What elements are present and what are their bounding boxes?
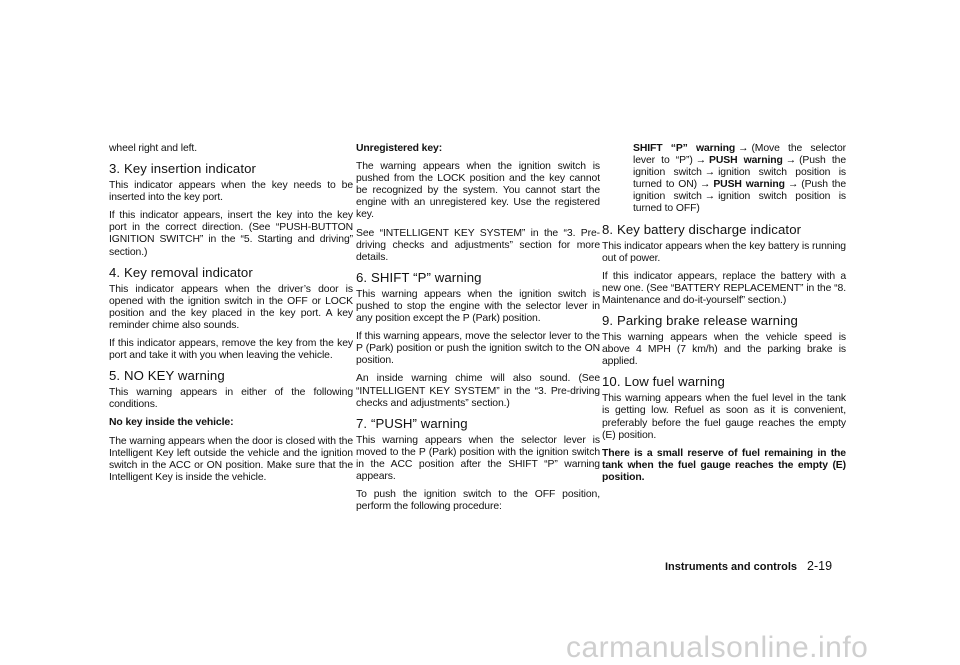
paragraph: This warning appears when the fuel level in the tank is getting low. Refuel as soon as it is convenient, preferably before the fuel gauge reaches the empty (E) position. — [602, 393, 846, 441]
page-number: 2-19 — [807, 559, 833, 573]
paragraph: An inside warning chime will also sound. (See “INTELLIGENT KEY SYSTEM” in the “3. Pre-driving checks and adjustments” section.) — [356, 373, 600, 409]
heading-shift-p-warning: 6. SHIFT “P” warning — [356, 269, 482, 285]
arrow-icon: → — [700, 179, 711, 191]
paragraph: This warning appears when the ignition switch is pushed to stop the engine with the selector lever in any position except the P (Park) position. — [356, 288, 600, 325]
step-text: (Push the ignition switch — [633, 155, 847, 179]
intro-text: wheel right and left. — [109, 143, 198, 154]
fuel-reserve-note: There is a small reserve of fuel remaining in the tank when the fuel gauge reaches the empty (E) position. — [602, 447, 846, 483]
heading-key-insertion-indicator: 3. Key insertion indicator — [109, 161, 257, 177]
subheading-no-key-inside: No key inside the vehicle: — [109, 417, 234, 429]
paragraph: If this indicator appears, replace the battery with a new one. (See “BATTERY REPLACEMENT” in the “8. Maintenance and do-it-yourself” section.) — [602, 270, 846, 306]
paragraph: To push the ignition switch to the OFF position, perform the following procedure: — [356, 489, 600, 513]
heading-key-removal-indicator: 4. Key removal indicator — [109, 264, 253, 280]
paragraph: This warning appears when the vehicle speed is above 4 MPH (7 km/h) and the parking brake is applied. — [602, 332, 846, 368]
column-middle — [356, 143, 600, 519]
step-push-warning: PUSH warning — [709, 155, 783, 167]
heading-no-key-warning: 5. NO KEY warning — [109, 368, 225, 384]
arrow-icon: → — [704, 191, 716, 203]
column-right — [602, 143, 846, 490]
column-left — [109, 143, 353, 490]
watermark: carmanualsonline.info — [566, 631, 869, 664]
heading-push-warning: 7. “PUSH” warning — [356, 415, 468, 431]
arrow-icon: → — [704, 167, 716, 179]
procedure-steps — [602, 143, 846, 216]
step-text: (Push the ignition switch — [633, 179, 847, 203]
paragraph: This indicator appears when the driver’s door is opened with the ignition switch in the OFF or LOCK position and the key placed in the key port. A key reminder chime also sounds. — [109, 283, 353, 331]
paragraph: If this warning appears, move the selector lever to the P (Park) position or push the ignition switch to the ON position. — [356, 331, 600, 367]
page-footer — [665, 559, 832, 573]
paragraph: The warning appears when the door is closed with the Intelligent Key left outside the vehicle and the ignition switch in the ACC or ON position. Make sure that the Intelligent Key is inside the vehicle. — [109, 435, 353, 483]
step-text: ignition switch position is turned to ON) — [633, 167, 846, 191]
arrow-icon: → — [787, 179, 799, 191]
paragraph: See “INTELLIGENT KEY SYSTEM” in the “3. Pre-driving checks and adjustments” section for more details. — [356, 227, 600, 263]
paragraph: This warning appears when the selector lever is moved to the P (Park) position with the ignition switch in the ACC position after the SHIFT “P” warning appears. — [356, 434, 600, 482]
paragraph: This warning appears in either of the following conditions. — [109, 387, 353, 411]
paragraph: The warning appears when the ignition switch is pushed from the LOCK position and the key cannot be recognized by the system. You cannot start the engine with an unregistered key. Use the registered key. — [356, 161, 600, 221]
arrow-icon: → — [785, 155, 797, 167]
paragraph: This indicator appears when the key needs to be inserted into the key port. — [109, 180, 353, 204]
footer-section-title: Instruments and controls — [665, 561, 798, 573]
subheading-unregistered-key: Unregistered key: — [356, 143, 443, 154]
heading-parking-brake-release: 9. Parking brake release warning — [602, 313, 798, 329]
arrow-icon: → — [738, 143, 749, 154]
step-shift-p-warning: SHIFT “P” warning — [633, 143, 736, 154]
step-text: (Move the selector lever to “P”) — [633, 143, 846, 167]
paragraph: If this indicator appears, remove the key from the key port and take it with you when leaving the vehicle. — [109, 338, 353, 362]
paragraph: If this indicator appears, insert the key into the key port in the correct direction. (See “PUSH-BUTTON IGNITION SWITCH” in the “5. Starting and driving” section.) — [109, 210, 353, 258]
heading-low-fuel-warning: 10. Low fuel warning — [602, 374, 725, 390]
arrow-icon: → — [695, 155, 706, 167]
paragraph: This indicator appears when the key battery is running out of power. — [602, 240, 846, 264]
heading-key-battery-discharge: 8. Key battery discharge indicator — [602, 221, 802, 237]
step-text: ignition switch position is turned to OFF) — [633, 191, 846, 215]
step-push-warning: PUSH warning — [713, 179, 785, 191]
